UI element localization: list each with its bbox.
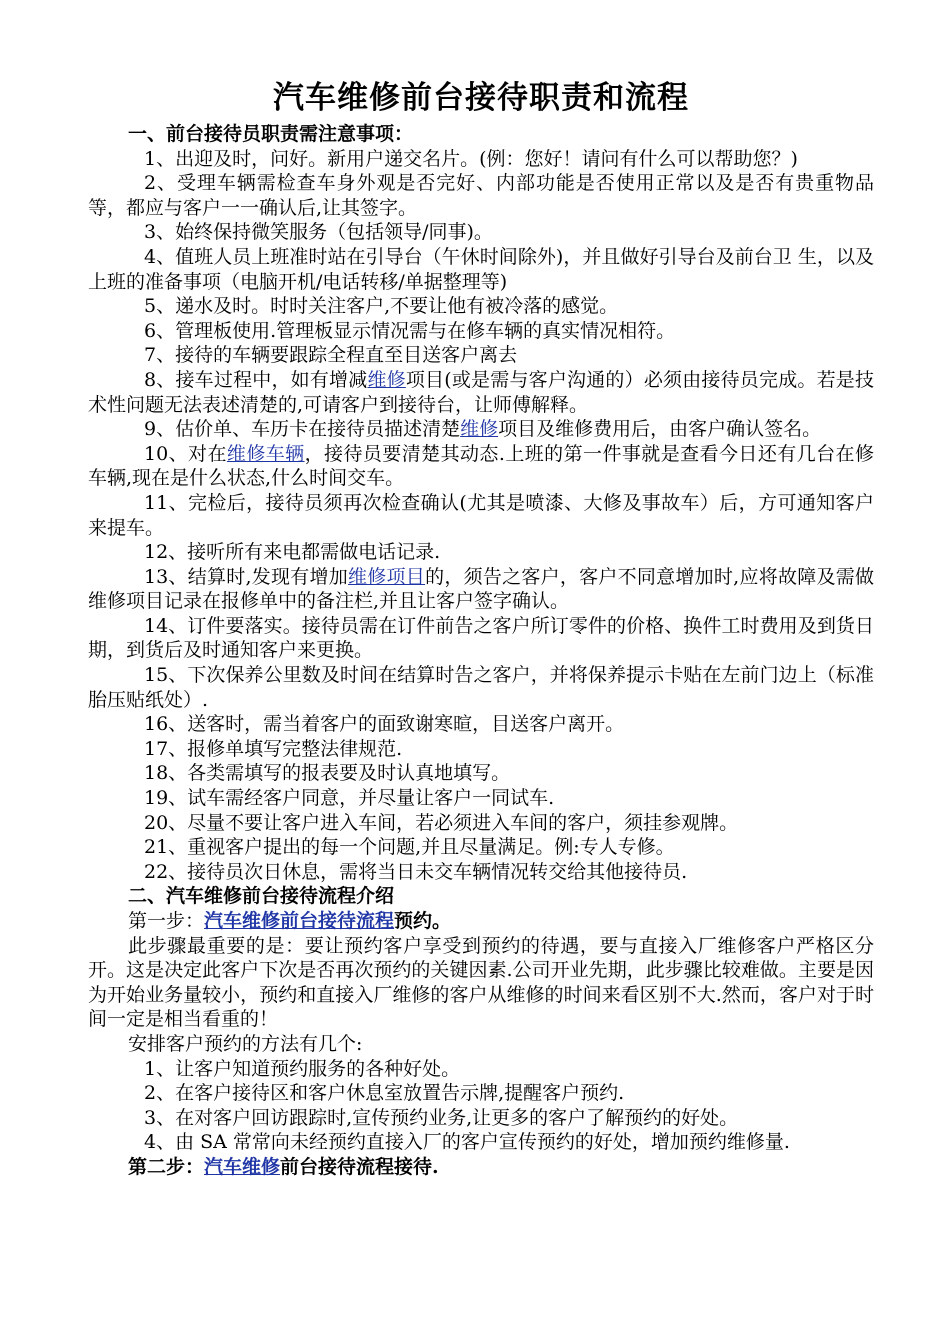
- document-page: [88, 74, 874, 1180]
- step2-line: [88, 1155, 874, 1180]
- item-text: 的，须告之客户，客户不同意增加时,应将故障及需做维修项目记录在报修单中的备注栏,并且让客户签字确认。: [88, 565, 874, 613]
- list-item: 4、值班人员上班准时站在引导台（午休时间除外)，并且做好引导台及前台卫 生，以及上班的准备事项（电脑开机/电话转移/单据整理等): [88, 245, 874, 293]
- methods-intro: 安排客户预约的方法有几个:: [128, 1032, 363, 1055]
- list-item: 12、接听所有来电都需做电话记录.: [144, 541, 441, 564]
- step-title: 前台接待流程接待.: [280, 1155, 439, 1178]
- item-text: ，接待员要清楚其动态.上班的第一件事就是查看今日还有几台在修车辆,现在是什么状态,什么时间交车。: [88, 442, 874, 490]
- list-item: 20、尽量不要让客户进入车间，若必须进入车间的客户，须挂参观牌。: [144, 811, 739, 834]
- auto-repair-link[interactable]: 汽车维修: [204, 1155, 281, 1178]
- step-label: 第二步：: [128, 1155, 205, 1178]
- method-item: 1、让客户知道预约服务的各种好处。: [144, 1057, 461, 1080]
- step-label: 第一步：: [128, 910, 205, 932]
- repair-link[interactable]: 维修: [367, 368, 406, 391]
- list-item: 21、重视客户提出的每一个问题,并且尽量满足。例:专人专修。: [144, 836, 675, 859]
- item-text: 项目(或是需与客户沟通的）必须由接待员完成。若是技术性问题无法表述清楚的,可请客户到接待台，让师傅解释。: [88, 368, 874, 416]
- list-item: [88, 565, 874, 614]
- reception-process-link[interactable]: 汽车维修前台接待流程: [204, 910, 395, 932]
- item-text: 8、接车过程中，如有增减: [144, 368, 368, 391]
- list-item: 2、受理车辆需检查车身外观是否完好、内部功能是否使用正常以及是否有贵重物品等，都应与客户一一确认后,让其签字。: [88, 172, 874, 219]
- repair-link[interactable]: 维修: [460, 418, 499, 441]
- method-item: 4、由 SA 常常向未经预约直接入厂的客户宣传预约的好处，增加预约维修量.: [144, 1131, 790, 1154]
- list-item: 18、各类需填写的报表要及时认真地填写。: [144, 762, 511, 785]
- list-item: 16、送客时，需当着客户的面致谢寒暄，目送客户离开。: [144, 713, 625, 736]
- list-item: 5、递水及时。时时关注客户,不要让他有被冷落的感觉。: [144, 295, 619, 318]
- method-item: 2、在客户接待区和客户休息室放置告示牌,提醒客户预约.: [144, 1082, 625, 1105]
- list-item: 6、管理板使用.管理板显示情况需与在修车辆的真实情况相符。: [144, 319, 676, 342]
- list-item: 19、试车需经客户同意，并尽量让客户一同试车.: [144, 787, 555, 810]
- item-text: 项目及维修费用后，由客户确认签名。: [498, 418, 822, 441]
- list-item: 7、接待的车辆要跟踪全程直至目送客户离去: [144, 344, 518, 367]
- step-title: 预约。: [394, 910, 452, 932]
- section2-heading: 二、汽车维修前台接待流程介绍: [128, 885, 395, 908]
- item-text: 10、对在: [144, 442, 227, 465]
- list-item: 1、出迎及时，问好。新用户递交名片。(例：您好！请问有什么可以帮助您？): [144, 147, 798, 170]
- item-text: 9、估价单、车历卡在接待员描述清楚: [144, 418, 461, 441]
- repair-item-link[interactable]: 维修项目: [348, 565, 426, 588]
- list-item: [88, 368, 874, 417]
- list-item: 22、接待员次日休息，需将当日未交车辆情况转交给其他接待员.: [144, 860, 688, 883]
- list-item: 15、下次保养公里数及时间在结算时告之客户，并将保养提示卡贴在左前门边上（标准胎压贴纸处）.: [88, 664, 874, 711]
- list-item: [88, 442, 874, 491]
- step1-paragraph: 此步骤最重要的是：要让预约客户享受到预约的待遇，要与直接入厂维修客户严格区分开。这是决定此客户下次是否再次预约的关键因素.公司开业先期，此步骤比较难做。主要是因为开始业务量较小，预约和直接入厂维修的客户从维修的时间来看区别不大.然而，客户对于时间一定是相当看重的！: [88, 934, 874, 1031]
- section1-heading: 一、前台接待员职责需注意事项：: [128, 123, 414, 145]
- list-item: [88, 417, 874, 442]
- list-item: 17、报修单填写完整法律规范.: [144, 737, 403, 760]
- list-item: 3、始终保持微笑服务（包括领导/同事)。: [144, 221, 493, 244]
- document-title: 汽车维修前台接待职责和流程: [273, 80, 689, 116]
- list-item: 11、完检后，接待员须再次检查确认(尤其是喷漆、大修及事故车）后，方可通知客户来提车。: [88, 491, 874, 539]
- method-item: 3、在对客户回访跟踪时,宣传预约业务,让更多的客户了解预约的好处。: [144, 1106, 739, 1129]
- list-item: 14、订件要落实。接待员需在订件前告之客户所订零件的价格、换件工时费用及到货日期，到货后及时通知客户来更换。: [88, 614, 874, 662]
- repair-vehicle-link[interactable]: 维修车辆: [226, 442, 305, 465]
- step1-line: [88, 909, 874, 934]
- item-text: 13、结算时,发现有增加: [144, 565, 349, 588]
